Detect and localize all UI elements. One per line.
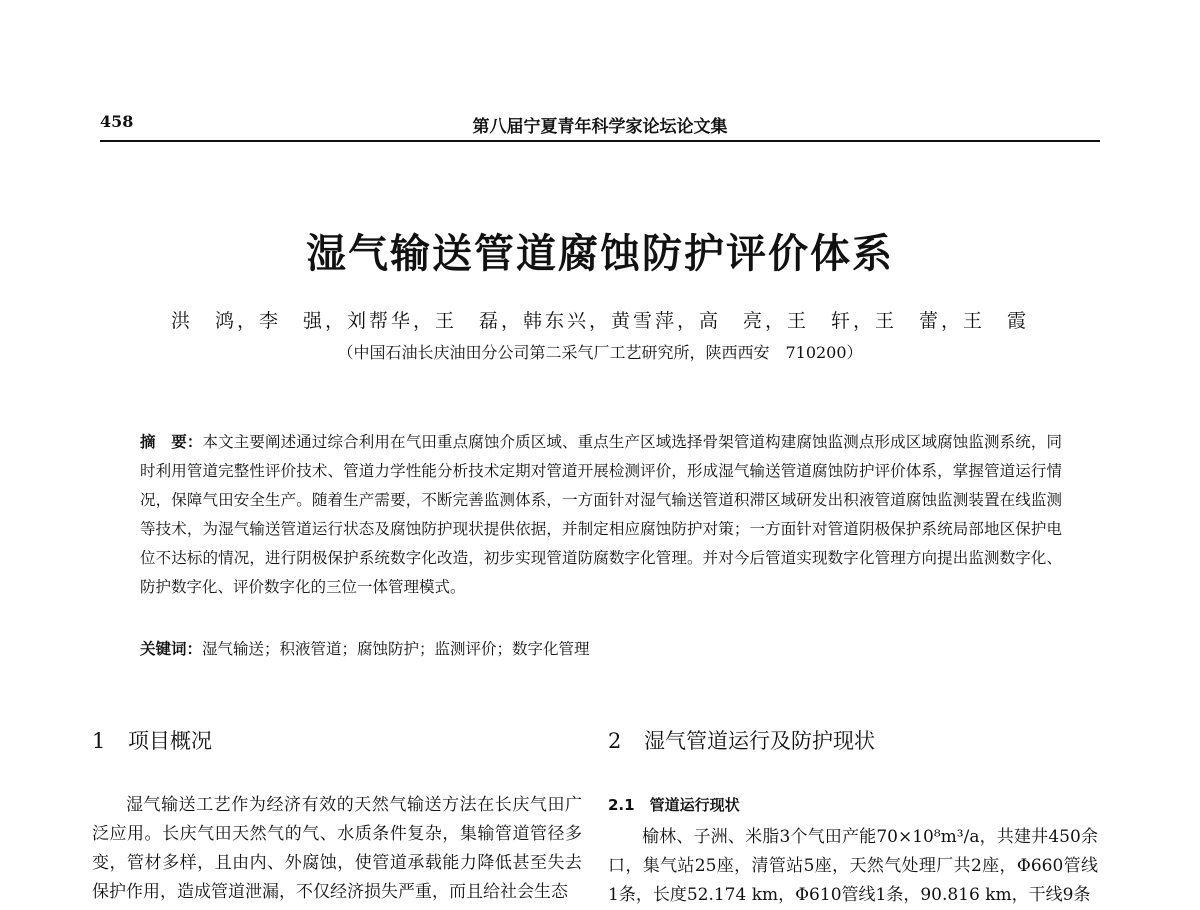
section-1-body: 湿气输送工艺作为经济有效的天然气输送方法在长庆气田广泛应用。长庆气田天然气的气、水质条件复杂，集输管道管径多变，管材多样，且由内、外腐蚀，使管道承载能力降低甚至失去保护作用，造成管道泄漏，不仅经济损失严重，而且给社会生态 bbox=[92, 795, 582, 902]
section-1-heading bbox=[92, 725, 582, 755]
keywords bbox=[140, 637, 1062, 659]
abstract bbox=[140, 428, 1062, 602]
subsection-2-1-title: 管道运行现状 bbox=[649, 796, 740, 814]
keywords-label: 关键词： bbox=[140, 640, 203, 658]
paper-title: 湿气输送管道腐蚀防护评价体系 bbox=[306, 230, 894, 277]
section-2-heading bbox=[608, 725, 1098, 755]
right-column bbox=[608, 725, 1098, 910]
abstract-label: 摘 要： bbox=[140, 433, 203, 451]
page-number: 458 bbox=[100, 112, 134, 131]
section-1-number: 1 bbox=[92, 729, 106, 753]
section-2-number: 2 bbox=[608, 729, 622, 753]
header-rule bbox=[100, 140, 1100, 142]
keywords-text: 湿气输送；积液管道；腐蚀防护；监测评价；数字化管理 bbox=[202, 640, 590, 658]
affiliation: （中国石油长庆油田分公司第二采气厂工艺研究所，陕西西安 710200） bbox=[337, 343, 863, 362]
author-list: 洪 鸿，李 强，刘帮华，王 磊，韩东兴，黄雪萍，高 亮，王 轩，王 蕾，王 霞 bbox=[170, 310, 1029, 332]
section-1-title: 项目概况 bbox=[128, 729, 212, 753]
subsection-2-1-heading bbox=[608, 791, 1098, 819]
left-column bbox=[92, 725, 582, 907]
abstract-text: 本文主要阐述通过综合利用在气田重点腐蚀介质区域、重点生产区域选择骨架管道构建腐蚀监测点形成区域腐蚀监测系统，同时利用管道完整性评价技术、管道力学性能分析技术定期对管道开展检测评价，形成湿气输送管道腐蚀防护评价体系，掌握管道运行情况，保障气田安全生产。随着生产需要，不断完善监测体系，一方面针对湿气输送管道积滞区域研发出积液管道腐蚀监测装置在线监测等技术，为湿气输送管道运行状态及腐蚀防护现状提供依据，并制定相应腐蚀防护对策；一方面针对管道阴极保护系统局部地区保护电位不达标的情况，进行阴极保护系统数字化改造，初步实现管道防腐数字化管理。并对今后管道实现数字化管理方向提出监测数字化、防护数字化、评价数字化的三位一体管理模式。 bbox=[140, 433, 1062, 596]
subsection-2-1-number: 2.1 bbox=[608, 796, 635, 814]
running-header-title: 第八届宁夏青年科学家论坛论文集 bbox=[472, 117, 728, 137]
section-2-title: 湿气管道运行及防护现状 bbox=[644, 729, 875, 753]
section-2-body: 榆林、子洲、米脂3个气田产能70×10⁸m³/a，共建井450余口，集气站25座，清管站5座，天然气处理厂共2座，Φ660管线1条，长度52.174 km，Φ610管线1条，90.816 km，干线9条 bbox=[608, 827, 1098, 905]
